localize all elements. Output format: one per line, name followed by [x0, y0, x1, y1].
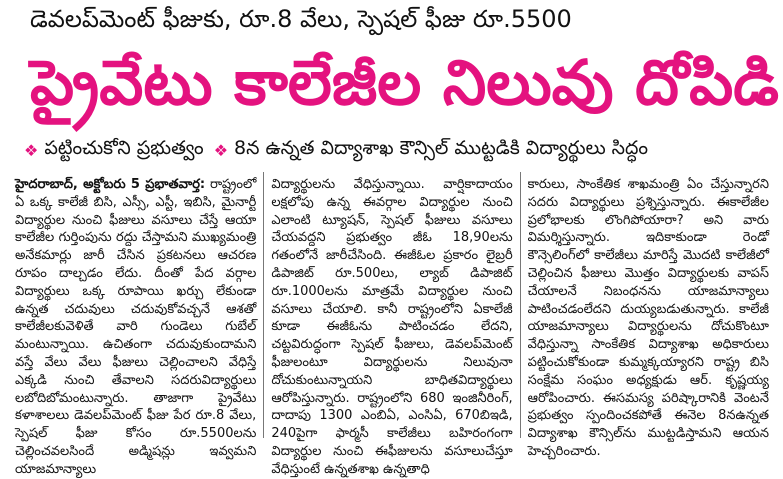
column-1-text: రాష్ట్రంలో ఏ ఒక్క కాలేజీ బిసి, ఎస్సీ, ఎస్టీ, ఇబిసి, మైనార్టీ విద్యార్థుల నుంచి ఫీజులు వసూలు చేస్తే ఆయా కాలేజీల గుర్తింపును రద్దు చేస్తామని ముఖ్యమంత్రి అనేకమార్లు జారీ చేసిన ప్రకటనలు ఆచరణ రూపం దాల్చడం లేదు. దీంతో పేద వర్గాల విద్యార్థులు ఒక్క రూపాయి ఖర్చు లేకుండా ఉన్నత చదువులు చదువుకోవచ్చనే ఆశతో కాలేజీలకువెళితే వారి గుండెలు గుబేల్ మంటున్నాయి. ఉచితంగా చదువుకుందామని వస్తే వేలు వేలు ఫీజులు చెల్లించాలని వేధిస్తే ఎక్కడి నుంచి తేవాలని సదరువిద్యార్థులు లబోదిబోమంటున్నారు. తాజాగా ప్రైవేటు కళాశాలలు డెవలప్‌మెంట్ ఫీజు పేర రూ.8 వేలు, స్పెషల్ ఫీజు కోసం రూ.5500లను చెల్లించవలసిందే అడ్మిషన్లు ఇవ్వమని యాజమాన్యాలు	[15, 177, 257, 477]
column-2-text: విద్యార్థులను వేధిస్తున్నాయి. వార్షికాదాయం లక్షలోపు ఉన్న ఈవర్గాల విద్యార్థుల నుంచి ఎలాంటి ట్యూషన్, స్పెషల్ ఫీజులు వసూలు చేయవద్దని ప్రభుత్వం జీఓ 18,90లను గతంలోనే జారీచేసింది. ఈజీఓల ప్రకారం లైబ్రరీ డిపాజిట్ రూ.500లు, ల్యాబ్ డిపాజిట్ రూ.1000లను మాత్రమే విద్యార్థుల నుంచి వసూలు చేయాలి. కానీ రాష్ట్రంలోని ఏకాలేజీ కూడా ఈజీఓను పాటించడం లేదని, చట్టవిరుద్ధంగా స్పెషల్ ఫీజులు, డెవలప్‌మెంట్ ఫీజులంటూ విద్యార్థులను నిలువునా దోచుకుంటున్నాయని బాధితవిద్యార్థులు ఆరోపిస్తున్నారు. రాష్ట్రంలోని 680 ఇంజినీరింగ్, దాదాపు 1300 ఎంబిఏ, ఎంసిఏ, 670బిఇడి, 240పైగా ఫార్మసీ కాలేజీలు బహిరంగంగా విద్యార్థుల నుంచి ఈఫీజులను వసూలుచేస్తూ వేధిస్తుంటే ఉన్నతశాఖ ఉన్నతాధి	[271, 177, 513, 477]
column-3	[520, 172, 776, 459]
headline: ప్రైవేటు కాలేజీల నిలువు దోపిడి	[30, 46, 780, 119]
diamond-bullet-icon: ❖	[24, 140, 39, 160]
column-1	[8, 172, 263, 477]
article-body	[8, 172, 776, 477]
subhead-2: 8న ఉన్నత విద్యాశాఖ కౌన్సిల్ ముట్టడికి విద్యార్థులు సిద్ధం	[234, 136, 649, 159]
column-2	[263, 172, 519, 477]
kicker-line: డెవలప్‌మెంట్ ఫీజుకు, రూ.8 వేలు, స్పెషల్ ఫీజు రూ.5500	[30, 5, 572, 33]
diamond-bullet-icon: ❖	[213, 140, 229, 160]
column-3-text: కారులు, సాంకేతిక శాఖమంత్రి ఏం చేస్తున్నారని సదరు విద్యార్థులు ప్రశ్నిస్తున్నారు. ఈకాలేజీల ప్రలోభాలకు లొంగిపోయారా? అని వారు విమర్శిస్తున్నారు. ఇదికాకుండా రెండో కౌన్సెలింగ్‌లో కాలేజీలు మారిస్తే మొదటి కాలేజీలో చెల్లించిన ఫీజులు మొత్తం విద్యార్థులకు వాపస్ చేయాలనే నిబంధనను యాజమాన్యాలు పాటించడంలేదని దుయ్యబడుతున్నారు. కాలేజీ యాజమాన్యాలు విద్యార్థులను దోచుకొంటూ వేధిస్తున్నా సాంకేతిక విద్యాశాఖ అధికారులు పట్టించుకోకుండా కుమ్మక్కయ్యారని రాష్ట్ర బిసి సంక్షేమ సంఘం అధ్యక్షుడు ఆర్. కృష్ణయ్య ఆరోపించారు. ఈసమస్య పరిష్కారానికి వెంటనే ప్రభుత్వం స్పందించకపోతే ఈనెల 8నఉన్నత విద్యాశాఖ కౌన్సిల్‌ను ముట్టడిస్తామని ఆయన హెచ్చరించారు.	[527, 177, 769, 459]
subhead-1: పట్టించుకోని ప్రభుత్వం	[44, 136, 204, 159]
subheadline	[14, 130, 774, 170]
dateline: హైదరాబాద్, అక్టోబరు 5 ప్రభాతవార్త:	[15, 177, 206, 192]
